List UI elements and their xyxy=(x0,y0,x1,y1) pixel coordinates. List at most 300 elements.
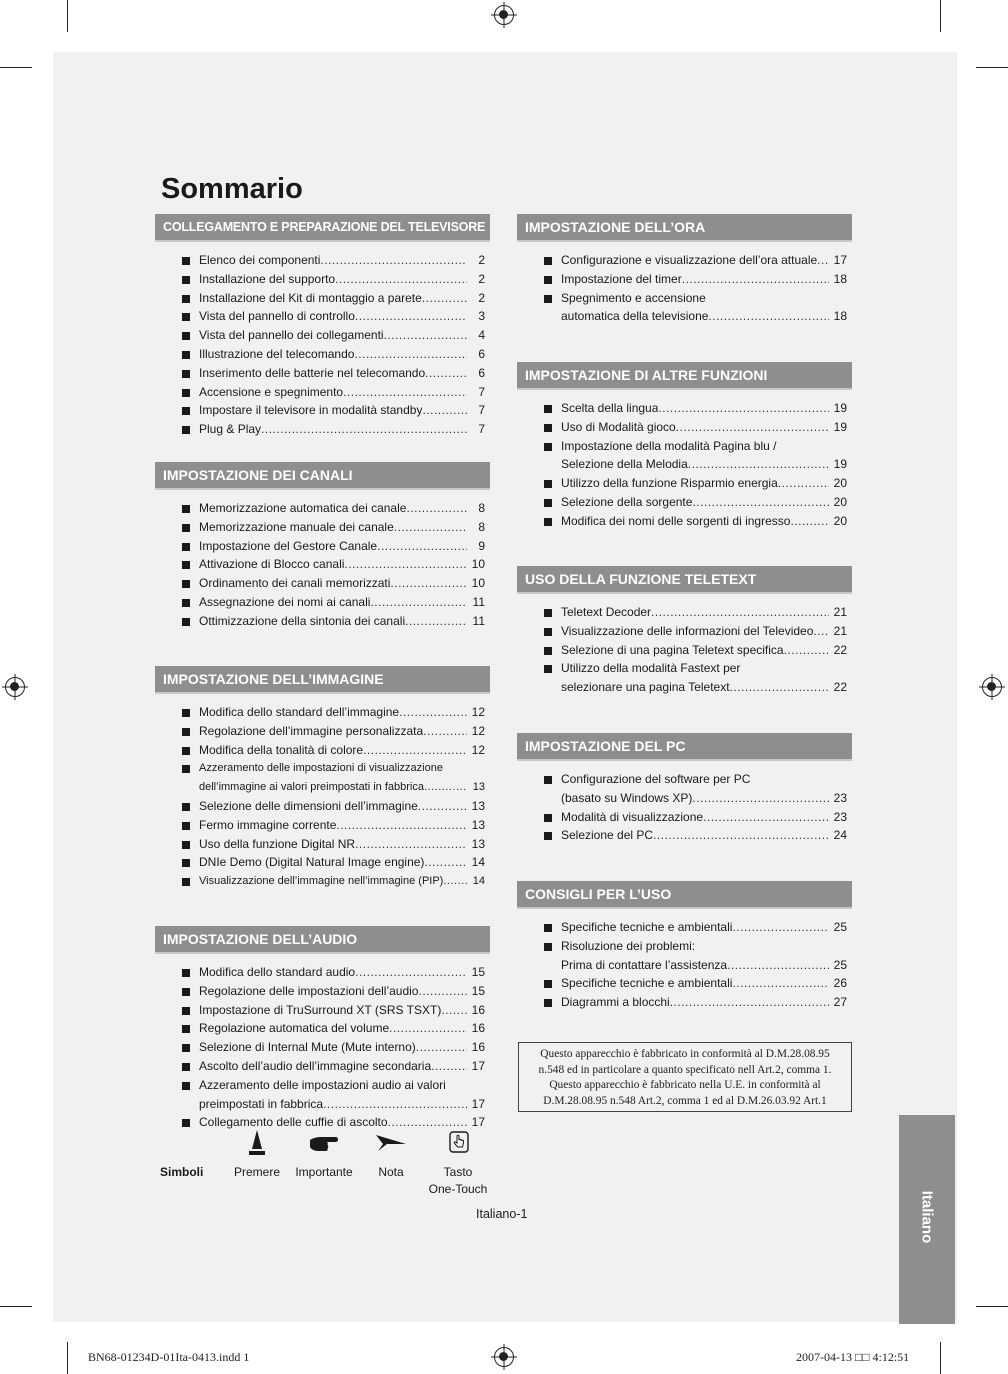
toc-page-number: 14 xyxy=(472,875,485,888)
toc-entry[interactable] xyxy=(517,937,852,975)
toc-list xyxy=(517,918,852,1012)
square-bullet-icon xyxy=(182,543,190,551)
toc-entry[interactable] xyxy=(517,918,852,937)
dot-leader xyxy=(727,956,829,975)
toc-entry-title: Specifiche tecniche e ambientali xyxy=(561,920,733,934)
toc-entry[interactable] xyxy=(155,270,490,289)
note-arrow-icon xyxy=(375,1134,407,1157)
toc-page-number: 8 xyxy=(478,501,485,515)
toc-entry[interactable] xyxy=(155,326,490,345)
dot-leader xyxy=(363,741,467,760)
dot-leader xyxy=(424,778,467,797)
toc-entry-row xyxy=(199,401,485,420)
toc-entry-title: Regolazione dell’immagine personalizzata xyxy=(199,723,424,738)
square-bullet-icon xyxy=(182,332,190,340)
toc-entry[interactable] xyxy=(517,437,852,475)
toc-entry[interactable] xyxy=(517,270,852,289)
toc-page-number: 13 xyxy=(471,798,485,813)
toc-entry-title: Regolazione automatica del volume xyxy=(199,1021,390,1036)
toc-page-number: 20 xyxy=(833,513,847,528)
toc-entry[interactable] xyxy=(155,555,490,574)
dot-leader xyxy=(784,641,829,660)
toc-entry-title: Inserimento delle batterie nel telecomando xyxy=(199,365,426,380)
toc-page-number: 6 xyxy=(478,346,485,361)
toc-entry-row xyxy=(199,816,485,835)
toc-entry-title: Selezione di una pagina Teletext specifica xyxy=(561,642,784,657)
toc-entry-row xyxy=(561,512,847,531)
toc-section xyxy=(517,214,852,342)
page-number: Italiano-1 xyxy=(476,1207,528,1221)
toc-entry[interactable] xyxy=(517,974,852,993)
dot-leader xyxy=(688,455,829,474)
dot-leader xyxy=(651,603,829,622)
toc-section xyxy=(517,881,852,1028)
toc-page-number: 25 xyxy=(833,920,847,934)
dot-leader xyxy=(394,518,467,537)
toc-entry-row xyxy=(561,974,847,993)
crop-mark xyxy=(976,1306,1008,1307)
dot-leader xyxy=(658,399,829,418)
toc-entry-row xyxy=(561,641,847,660)
square-bullet-icon xyxy=(544,257,552,265)
toc-entry[interactable] xyxy=(155,1001,490,1020)
toc-page-number: 9 xyxy=(478,538,485,553)
square-bullet-icon xyxy=(544,999,552,1007)
toc-section xyxy=(155,214,490,455)
toc-entry[interactable] xyxy=(517,993,852,1012)
notice-line: D.M.28.08.95 n.548 Art.2, comma 1 ed al D.M.26.03.92 Art.1 xyxy=(543,1094,827,1107)
toc-entry[interactable] xyxy=(155,307,490,326)
toc-section xyxy=(155,926,490,1148)
toc-entry-row xyxy=(561,251,847,270)
toc-entry[interactable] xyxy=(517,808,852,827)
toc-entry[interactable] xyxy=(517,770,852,808)
dot-leader xyxy=(732,918,829,937)
toc-page-number: 16 xyxy=(471,1021,485,1036)
notice-line: Questo apparecchio è fabbricato nella U.E. in conformità al xyxy=(549,1079,821,1091)
toc-entry[interactable] xyxy=(155,518,490,537)
square-bullet-icon xyxy=(182,1044,190,1052)
toc-page-number: 17 xyxy=(833,253,847,267)
toc-entry-title: automatica della televisione xyxy=(561,309,709,324)
toc-page-number: 23 xyxy=(833,790,847,805)
dot-leader xyxy=(422,401,467,420)
toc-entry[interactable] xyxy=(155,963,490,982)
toc-entry-title: Impostazione di TruSurround XT (SRS TSXT) xyxy=(199,1002,442,1017)
toc-entry-row xyxy=(561,918,847,937)
toc-entry[interactable] xyxy=(155,722,490,741)
toc-entry-title: Diagrammi a blocchi xyxy=(561,995,670,1010)
toc-page-number: 16 xyxy=(471,1040,485,1055)
dot-leader xyxy=(670,993,829,1012)
crop-mark xyxy=(67,0,68,32)
dot-leader xyxy=(418,797,467,816)
dot-leader xyxy=(431,1057,467,1076)
toc-entry-title: Attivazione di Blocco canali xyxy=(199,557,345,572)
square-bullet-icon xyxy=(182,1025,190,1033)
square-bullet-icon xyxy=(544,832,552,840)
toc-entry-title: (basato su Windows XP) xyxy=(561,790,693,805)
toc-page-number: 12 xyxy=(471,705,485,719)
toc-entry[interactable] xyxy=(155,612,490,631)
toc-entry-row xyxy=(199,518,485,537)
symbols-legend xyxy=(160,1126,500,1206)
toc-entry-row xyxy=(199,1095,485,1114)
toc-page-number: 22 xyxy=(833,680,847,695)
toc-entry[interactable] xyxy=(517,493,852,512)
toc-page-number: 21 xyxy=(833,605,847,619)
square-bullet-icon xyxy=(182,313,190,321)
dot-leader xyxy=(390,574,467,593)
toc-entry-row xyxy=(199,574,485,593)
registration-mark-icon xyxy=(494,1347,514,1367)
section-heading: IMPOSTAZIONE DEI CANALI xyxy=(155,462,490,488)
square-bullet-icon xyxy=(182,257,190,265)
square-bullet-icon xyxy=(544,609,552,617)
toc-entry[interactable] xyxy=(517,474,852,493)
toc-entry[interactable] xyxy=(155,499,490,518)
toc-entry-row xyxy=(561,993,847,1012)
section-heading: IMPOSTAZIONE DEL PC xyxy=(517,733,852,759)
square-bullet-icon xyxy=(182,599,190,607)
square-bullet-icon xyxy=(544,480,552,488)
toc-entry-title-line: Risoluzione dei problemi: xyxy=(561,938,696,953)
toc-entry-row xyxy=(199,872,485,891)
toc-entry-title: Modifica dei nomi delle sorgenti di ingresso xyxy=(561,513,791,528)
toc-entry[interactable] xyxy=(155,741,490,760)
toc-entry-row xyxy=(199,345,485,364)
toc-entry-title: Ascolto dell’audio dell’immagine secondaria xyxy=(199,1058,432,1073)
toc-entry-row xyxy=(199,251,485,270)
toc-entry-title: Selezione della sorgente xyxy=(561,494,693,509)
square-bullet-icon xyxy=(182,580,190,588)
toc-entry[interactable] xyxy=(155,593,490,612)
toc-entry[interactable] xyxy=(155,345,490,364)
dot-leader xyxy=(320,251,467,270)
toc-entry[interactable] xyxy=(517,399,852,418)
toc-entry-row xyxy=(199,383,485,402)
toc-entry-title-line: Spegnimento e accensione xyxy=(561,290,706,305)
toc-page-number: 2 xyxy=(478,290,485,305)
toc-entry-title: Illustrazione del telecomando xyxy=(199,346,355,361)
toc-entry-title: Installazione del Kit di montaggio a parete xyxy=(199,290,422,305)
toc-entry-title: Fermo immagine corrente xyxy=(199,817,337,832)
toc-entry-title: Regolazione delle impostazioni dell’audio xyxy=(199,983,419,998)
toc-page-number: 12 xyxy=(471,723,485,738)
toc-entry-row xyxy=(199,289,485,308)
dot-leader xyxy=(370,593,467,612)
conformity-notice xyxy=(518,1042,852,1112)
toc-entry[interactable] xyxy=(517,826,852,845)
registration-mark-icon xyxy=(494,5,514,25)
dot-leader xyxy=(730,678,829,697)
toc-entry-title: Modifica dello standard audio xyxy=(199,965,356,979)
toc-entry-title: Selezione di Internal Mute (Mute interno) xyxy=(199,1040,416,1055)
square-bullet-icon xyxy=(182,407,190,415)
square-bullet-icon xyxy=(182,709,190,717)
toc-entry-title-line: Utilizzo della modalità Fastext per xyxy=(561,661,741,676)
language-side-tab-label: Italiano xyxy=(918,1190,936,1244)
square-bullet-icon xyxy=(544,499,552,507)
dot-leader xyxy=(418,982,467,1001)
toc-entry-row xyxy=(199,1038,485,1057)
dot-leader xyxy=(336,816,467,835)
symbol-label-note: Nota xyxy=(378,1165,404,1179)
toc-page-number: 20 xyxy=(833,476,847,491)
toc-entry-title: Modifica dello standard dell’immagine xyxy=(199,705,400,719)
section-heading: CONSIGLI PER L’USO xyxy=(517,881,852,907)
square-bullet-icon xyxy=(182,969,190,977)
square-bullet-icon xyxy=(544,647,552,655)
toc-entry[interactable] xyxy=(517,512,852,531)
toc-entry[interactable] xyxy=(155,982,490,1001)
toc-entry[interactable] xyxy=(155,835,490,854)
square-bullet-icon xyxy=(182,728,190,736)
toc-entry-row xyxy=(199,364,485,383)
dot-leader xyxy=(355,307,467,326)
toc-entry[interactable] xyxy=(155,853,490,872)
toc-entry-row xyxy=(561,493,847,512)
toc-entry-row xyxy=(561,678,847,697)
toc-entry[interactable] xyxy=(517,289,852,327)
toc-page-number: 6 xyxy=(478,365,485,380)
toc-page-number: 11 xyxy=(472,613,485,628)
dot-leader xyxy=(423,722,467,741)
dot-leader xyxy=(416,1038,467,1057)
square-bullet-icon xyxy=(544,424,552,432)
toc-page-number: 20 xyxy=(833,494,847,509)
toc-entry-row xyxy=(199,1057,485,1076)
registration-mark-icon xyxy=(5,677,25,697)
toc-page-number: 19 xyxy=(833,401,847,415)
toc-entry-row xyxy=(199,963,485,982)
symbol-label-important: Importante xyxy=(295,1165,353,1179)
toc-entry-row xyxy=(199,307,485,326)
toc-list xyxy=(517,603,852,697)
toc-entry[interactable] xyxy=(155,872,490,891)
crop-mark xyxy=(0,1306,32,1307)
toc-entry-title: Vista del pannello dei collegamenti xyxy=(199,328,384,343)
toc-entry-title-line: Impostazione della modalità Pagina blu / xyxy=(561,438,777,453)
dot-leader xyxy=(343,383,467,402)
dot-leader xyxy=(389,1019,467,1038)
square-bullet-icon xyxy=(182,859,190,867)
toc-entry-row xyxy=(561,826,847,845)
square-bullet-icon xyxy=(182,524,190,532)
toc-entry[interactable] xyxy=(517,659,852,697)
square-bullet-icon xyxy=(182,389,190,397)
toc-entry-row xyxy=(561,418,847,437)
toc-entry[interactable] xyxy=(155,759,490,797)
dot-leader xyxy=(692,493,829,512)
square-bullet-icon xyxy=(182,988,190,996)
toc-entry[interactable] xyxy=(517,641,852,660)
notice-line: Questo apparecchio è fabbricato in conformità al D.M.28.08.95 xyxy=(540,1048,830,1060)
toc-entry-title: Installazione del supporto xyxy=(199,271,336,286)
square-bullet-icon xyxy=(182,878,190,886)
square-bullet-icon xyxy=(182,426,190,434)
toc-page-number: 17 xyxy=(471,1096,485,1111)
toc-entry[interactable] xyxy=(155,1019,490,1038)
square-bullet-icon xyxy=(544,518,552,526)
toc-entry[interactable] xyxy=(155,420,490,439)
notice-line: n.548 ed in particolare a quanto specificato nell Art.2, comma 1. xyxy=(538,1063,832,1076)
square-bullet-icon xyxy=(182,822,190,830)
dot-leader xyxy=(708,307,829,326)
toc-entry-title: Collegamento delle cuffie di ascolto xyxy=(199,1115,388,1130)
toc-entry-row xyxy=(561,399,847,418)
dot-leader xyxy=(703,808,829,827)
toc-entry-row xyxy=(199,722,485,741)
toc-entry[interactable] xyxy=(155,1038,490,1057)
toc-page-number: 14 xyxy=(471,855,485,870)
toc-page-number: 17 xyxy=(471,1115,485,1130)
toc-entry-title: Visualizzazione dell’immagine nell’immagine (PIP) xyxy=(199,875,444,888)
toc-entry-row xyxy=(561,789,847,808)
toc-entry[interactable] xyxy=(155,703,490,722)
toc-entry-title-line: Azzeramento delle impostazioni di visualizzazione xyxy=(199,762,443,775)
toc-list xyxy=(155,251,490,439)
toc-entry-row xyxy=(561,455,847,474)
toc-section xyxy=(517,733,852,861)
pointing-hand-icon xyxy=(309,1134,339,1157)
toc-page-number: 13 xyxy=(472,781,485,794)
toc-entry-row xyxy=(199,420,485,439)
toc-entry-row xyxy=(199,982,485,1001)
dot-leader xyxy=(355,963,467,982)
toc-page-number: 17 xyxy=(471,1058,485,1073)
dot-leader xyxy=(441,1001,467,1020)
square-bullet-icon xyxy=(544,814,552,822)
toc-entry-title: DNIe Demo (Digital Natural Image engine) xyxy=(199,855,425,870)
toc-entry-row xyxy=(561,956,847,975)
toc-entry-row xyxy=(561,622,847,641)
toc-entry-title: Uso della funzione Digital NR xyxy=(199,836,356,851)
toc-entry-title: Impostazione del Gestore Canale xyxy=(199,538,378,553)
toc-entry-title: Accensione e spegnimento xyxy=(199,384,344,399)
square-bullet-icon xyxy=(182,765,190,773)
toc-page-number: 7 xyxy=(478,422,485,437)
square-bullet-icon xyxy=(182,295,190,303)
toc-entry-title-line: Configurazione del software per PC xyxy=(561,772,751,786)
toc-entry-row xyxy=(199,1019,485,1038)
dot-leader xyxy=(323,1095,467,1114)
toc-entry-row xyxy=(199,612,485,631)
dot-leader xyxy=(778,474,829,493)
toc-entry-title: Utilizzo della funzione Risparmio energia xyxy=(561,476,778,491)
toc-entry-title: Plug & Play xyxy=(199,422,262,437)
dot-leader xyxy=(692,789,829,808)
dot-leader xyxy=(813,622,829,641)
toc-entry-title: Ottimizzazione della sintonia dei canali xyxy=(199,613,406,628)
symbol-label-press: Premere xyxy=(233,1165,280,1179)
toc-page-number: 12 xyxy=(471,742,485,757)
dot-leader xyxy=(261,420,467,439)
toc-entry-row xyxy=(561,307,847,326)
toc-entry-row xyxy=(199,741,485,760)
toc-entry[interactable] xyxy=(155,364,490,383)
toc-page-number: 26 xyxy=(833,976,847,991)
section-heading: USO DELLA FUNZIONE TELETEXT xyxy=(517,566,852,592)
toc-entry-title: Impostare il televisore in modalità standby xyxy=(199,403,423,418)
toc-entry[interactable] xyxy=(155,797,490,816)
toc-entry-row xyxy=(199,270,485,289)
toc-entry-row xyxy=(561,603,847,622)
square-bullet-icon xyxy=(182,747,190,755)
toc-entry[interactable] xyxy=(155,1076,490,1114)
dot-leader xyxy=(817,251,829,270)
toc-entry-title: Selezione del PC xyxy=(561,828,654,843)
toc-entry-title: Visualizzazione delle informazioni del Televideo xyxy=(561,623,814,638)
toc-entry[interactable] xyxy=(517,251,852,270)
toc-entry-row xyxy=(199,778,485,797)
toc-entry[interactable] xyxy=(155,574,490,593)
toc-entry-row xyxy=(199,703,485,722)
dot-leader xyxy=(399,703,467,722)
toc-entry-title: Scelta della lingua xyxy=(561,401,659,415)
toc-page-number: 4 xyxy=(478,328,485,343)
toc-entry-row xyxy=(199,326,485,345)
toc-entry-title: selezionare una pagina Teletext xyxy=(561,680,730,695)
toc-entry-title: Vista del pannello di controllo xyxy=(199,309,355,324)
dot-leader xyxy=(676,418,829,437)
toc-entry[interactable] xyxy=(517,603,852,622)
toc-page-number: 13 xyxy=(471,817,485,832)
toc-entry-row xyxy=(199,1001,485,1020)
toc-entry[interactable] xyxy=(517,418,852,437)
one-touch-hand-icon xyxy=(449,1131,469,1158)
toc-entry-title: preimpostati in fabbrica xyxy=(199,1096,324,1111)
toc-entry-title: Impostazione del timer xyxy=(561,271,682,286)
toc-page-number: 18 xyxy=(833,309,847,324)
toc-section xyxy=(517,362,852,547)
toc-entry-row xyxy=(199,555,485,574)
symbol-label-one-touch: Tasto One-Touch xyxy=(428,1165,488,1196)
page-title: Sommario xyxy=(161,173,303,205)
toc-entry[interactable] xyxy=(155,383,490,402)
toc-entry[interactable] xyxy=(517,622,852,641)
toc-entry-title: Selezione delle dimensioni dell’immagine xyxy=(199,798,418,813)
toc-list xyxy=(155,703,490,891)
toc-entry-row xyxy=(561,474,847,493)
toc-page-number: 3 xyxy=(478,309,485,324)
dot-leader xyxy=(424,853,467,872)
toc-entry-title: Prima di contattare l’assistenza xyxy=(561,957,728,972)
toc-entry[interactable] xyxy=(155,401,490,420)
toc-entry[interactable] xyxy=(155,537,490,556)
toc-entry[interactable] xyxy=(155,816,490,835)
section-heading: IMPOSTAZIONE DELL’ORA xyxy=(517,214,852,240)
symbols-heading: Simboli xyxy=(160,1165,204,1179)
square-bullet-icon xyxy=(544,665,552,673)
crop-mark xyxy=(0,67,32,68)
section-heading: IMPOSTAZIONE DI ALTRE FUNZIONI xyxy=(517,362,852,388)
toc-page-number: 15 xyxy=(471,983,485,998)
square-bullet-icon xyxy=(544,776,552,784)
square-bullet-icon xyxy=(182,561,190,569)
square-bullet-icon xyxy=(544,295,552,303)
toc-entry[interactable] xyxy=(155,289,490,308)
toc-list xyxy=(517,770,852,845)
toc-page-number: 22 xyxy=(833,642,847,657)
toc-page-number: 10 xyxy=(471,576,485,591)
toc-entry[interactable] xyxy=(155,251,490,270)
toc-entry-title: Teletext Decoder xyxy=(561,605,652,619)
dot-leader xyxy=(335,270,467,289)
toc-page-number: 25 xyxy=(833,957,847,972)
toc-entry[interactable] xyxy=(155,1057,490,1076)
square-bullet-icon xyxy=(544,943,552,951)
